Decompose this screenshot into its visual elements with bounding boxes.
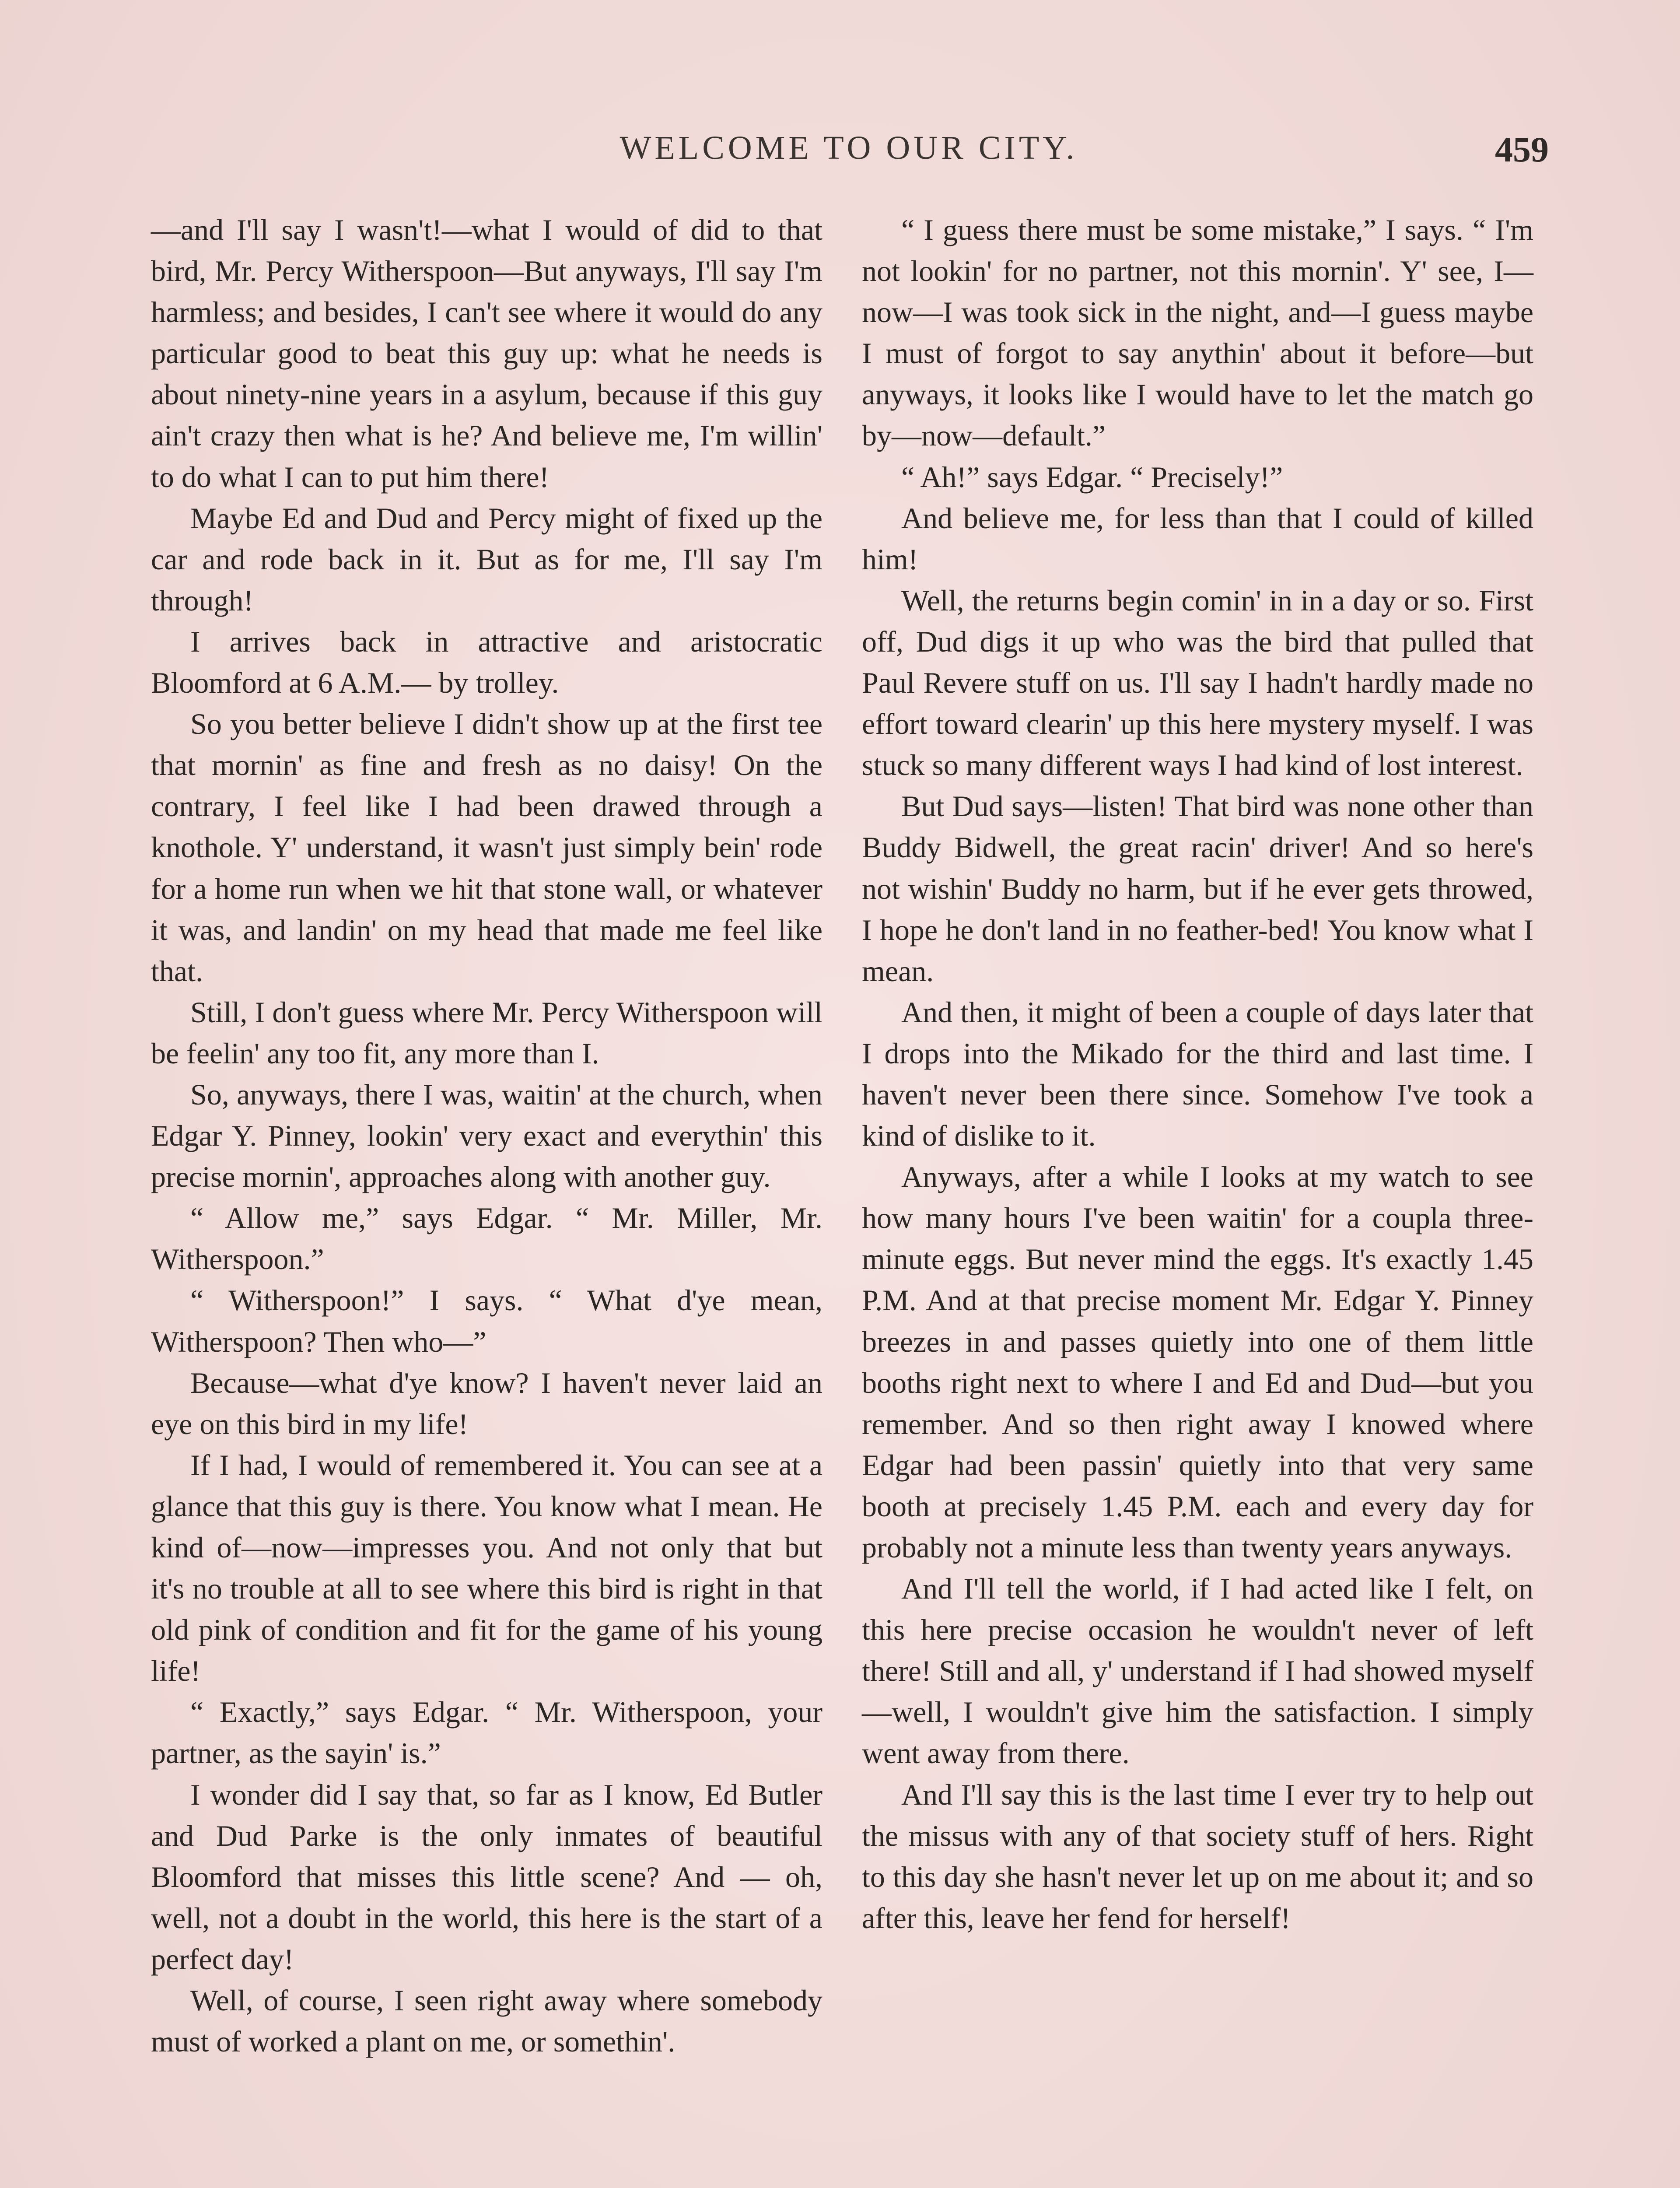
running-title: WELCOME TO OUR CITY. bbox=[620, 130, 1078, 166]
paragraph: So you better believe I didn't show up at the first tee that mornin' as fine and fresh as no daisy! On the contrary, I feel like I had been drawed through a knothole. Y' understand, it wasn't just simply bein' rode for a home run when we hit that stone wall, or whatever it was, and landin' on my head that made me feel like that. bbox=[151, 707, 822, 988]
paragraph: Well, of course, I seen right away where somebody must of worked a plant on me, or somethin'. bbox=[151, 1984, 822, 2058]
page-header bbox=[149, 129, 1549, 177]
paragraph: And then, it might of been a couple of days later that I drops into the Mikado for the third and last time. I haven't never been there since. Somehow I've took a kind of dislike to it. bbox=[862, 995, 1533, 1153]
paragraph: “ Exactly,” says Edgar. “ Mr. Witherspoon, your partner, as the sayin' is.” bbox=[151, 1695, 822, 1770]
paragraph: Well, the returns begin comin' in in a day or so. First off, Dud digs it up who was the bird that pulled that Paul Revere stuff on us. I'll say I hadn't hardly made no effort toward clearin' up this here mystery myself. I was stuck so many different ways I had kind of lost interest. bbox=[862, 583, 1533, 782]
paragraph: “ I guess there must be some mistake,” I says. “ I'm not lookin' for no partner, not this mornin'. Y' see, I—now—I was took sick in the night, and—I guess maybe I must of forgot to say anythin' about it before—but anyways, it looks like I would have to let the match go by—now—default.” bbox=[862, 213, 1533, 452]
paragraph: And believe me, for less than that I could of killed him! bbox=[862, 501, 1533, 576]
paragraph: Because—what d'ye know? I haven't never laid an eye on this bird in my life! bbox=[151, 1366, 822, 1441]
paragraph: So, anyways, there I was, waitin' at the church, when Edgar Y. Pinney, lookin' very exact and everythin' this precise mornin', approaches along with another guy. bbox=[151, 1077, 822, 1194]
page-number: 459 bbox=[1495, 130, 1549, 169]
paragraph: Maybe Ed and Dud and Percy might of fixed up the car and rode back in it. But as for me, I'll say I'm through! bbox=[151, 501, 822, 617]
paragraph: And I'll tell the world, if I had acted like I felt, on this here precise occasion he wouldn't never of left there! Still and all, y' understand if I had showed myself—well, I wouldn't give him the satisfaction. I simply went away from there. bbox=[862, 1572, 1533, 1770]
paragraph: If I had, I would of remembered it. You can see at a glance that this guy is there. You know what I mean. He kind of—now—impresses you. And not only that but it's no trouble at all to see where this bird is right in that old pink of condition and fit for the game of his young life! bbox=[151, 1448, 822, 1688]
paragraph: But Dud says—listen! That bird was none other than Buddy Bidwell, the great racin' driver! And so here's not wishin' Buddy no harm, but if he ever gets throwed, I hope he don't land in no feather-bed! You know what I mean. bbox=[862, 789, 1533, 988]
paragraph: Still, I don't guess where Mr. Percy Witherspoon will be feelin' any too fit, any more than I. bbox=[151, 995, 822, 1070]
paragraph: I arrives back in attractive and aristocratic Bloomford at 6 A.M.— by trolley. bbox=[151, 624, 822, 700]
paragraph: Anyways, after a while I looks at my watch to see how many hours I've been waitin' for a coupla three-minute eggs. But never mind the eggs. It's exactly 1.45 P.M. And at that precise moment Mr. Edgar Y. Pinney breezes in and passes quietly into one of them little booths right next to where I and Ed and Dud—but you remember. And so then right away I knowed where Edgar had been passin' quietly into that very same booth at precisely 1.45 P.M. each and every day for probably not a minute less than twenty years anyways. bbox=[862, 1160, 1533, 1564]
paragraph: —and I'll say I wasn't!—what I would of did to that bird, Mr. Percy Witherspoon—But anyways, I'll say I'm harmless; and besides, I can't see where it would do any particular good to beat this guy up: what he needs is about ninety-nine years in a asylum, because if this guy ain't crazy then what is he? And believe me, I'm willin' to do what I can to put him there! bbox=[151, 213, 822, 494]
paragraph: And I'll say this is the last time I ever try to help out the missus with any of that society stuff of hers. Right to this day she hasn't never let up on me about it; and so after this, leave her fend for herself! bbox=[862, 1778, 1533, 1935]
right-column bbox=[862, 209, 1533, 1939]
paragraph: “ Ah!” says Edgar. “ Precisely!” bbox=[901, 460, 1283, 494]
paragraph: “ Allow me,” says Edgar. “ Mr. Miller, Mr. Witherspoon.” bbox=[151, 1201, 822, 1276]
left-column bbox=[151, 209, 822, 2062]
paragraph: I wonder did I say that, so far as I know, Ed Butler and Dud Parke is the only inmates of beautiful Bloomford that misses this little scene? And — oh, well, not a doubt in the world, this here is the start of a perfect day! bbox=[151, 1778, 822, 1976]
paragraph: “ Witherspoon!” I says. “ What d'ye mean, Witherspoon? Then who—” bbox=[151, 1283, 822, 1358]
